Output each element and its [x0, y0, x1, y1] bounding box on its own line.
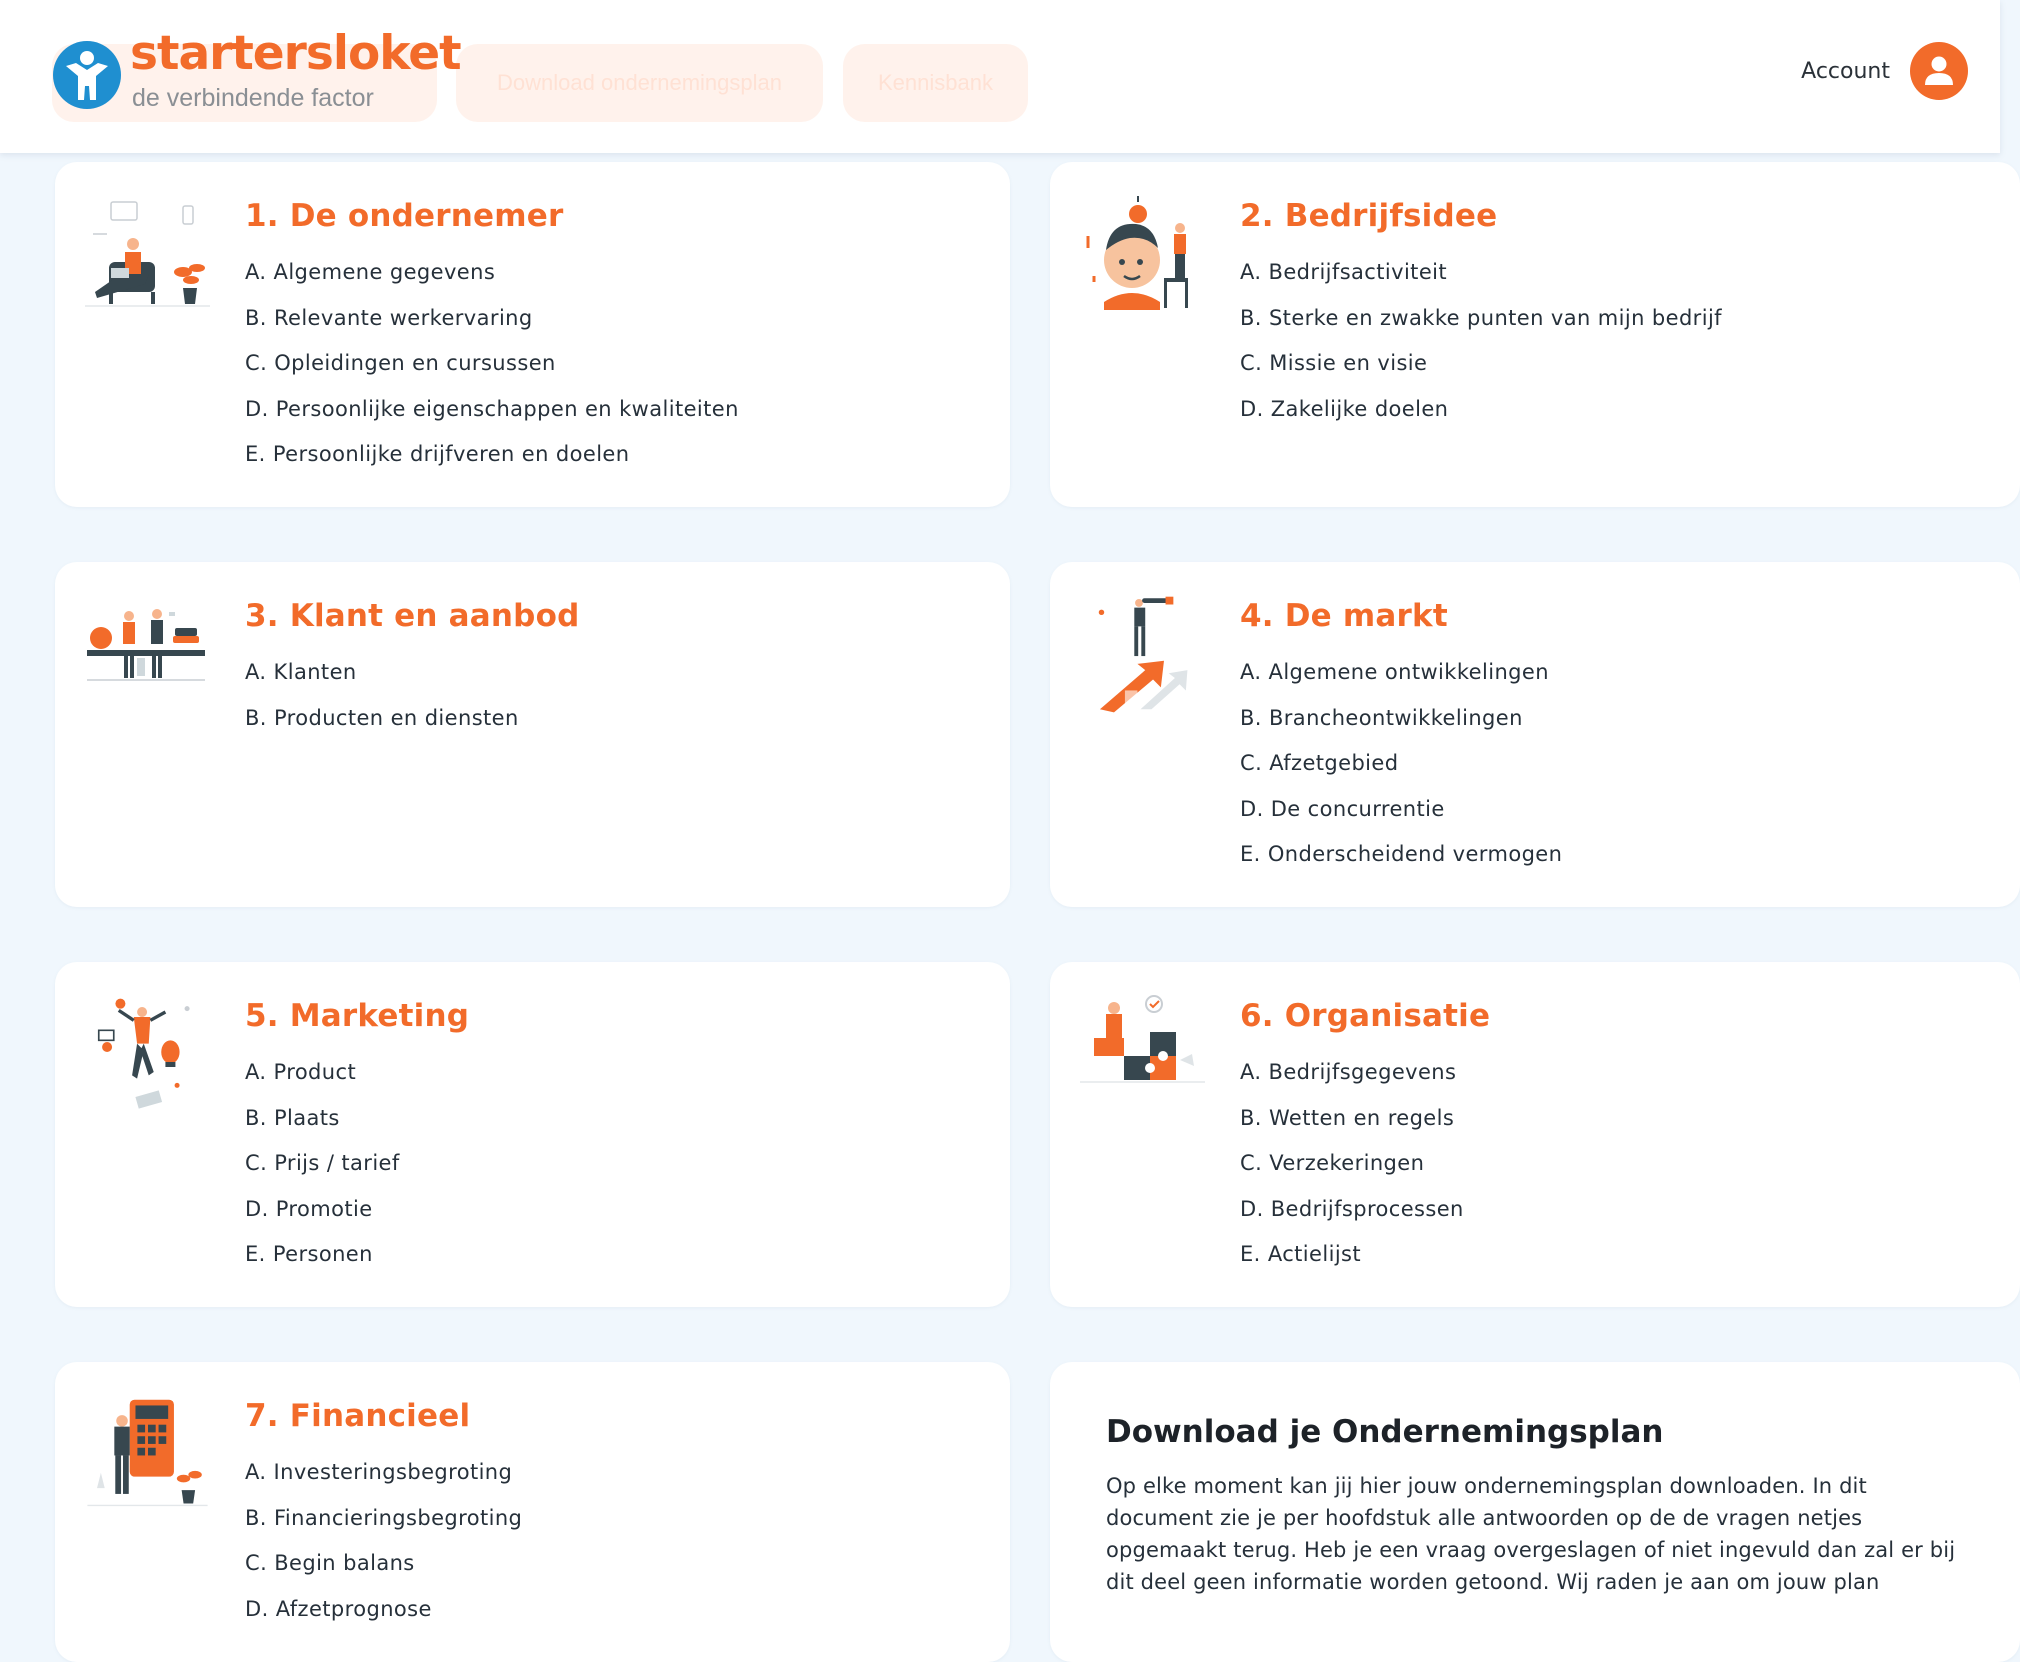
chapter-item[interactable]: A. Bedrijfsgegevens: [1240, 1060, 1457, 1084]
chapter-item[interactable]: B. Wetten en regels: [1240, 1105, 1455, 1130]
chapter-item[interactable]: B. Plaats: [245, 1105, 340, 1130]
download-description: Op elke moment kan jij hier jouw ondernemingsplan downloaden. In dit document zie je per hoofdstuk alle antwoorden op de de vragen netjes opgemaakt terug. Heb je een vraag overgeslagen of niet ingevuld dan zal er bij dit deel geen informatie worden getoond. Wij raden je aan om jouw plan: [1106, 1474, 1956, 1594]
user-avatar-icon[interactable]: [1910, 42, 1968, 100]
idea-head-illustration: [1080, 192, 1205, 317]
chapter-item[interactable]: C. Prijs / tarief: [245, 1151, 400, 1175]
chapter-item[interactable]: B. Sterke en zwakke punten van mijn bedrijf: [1240, 305, 1722, 330]
download-plan-card: [1050, 1362, 2020, 1662]
chapter-item[interactable]: E. Persoonlijke drijfveren en doelen: [245, 442, 630, 466]
chapter-item[interactable]: B. Brancheontwikkelingen: [1240, 705, 1523, 730]
telescope-growth-illustration: [1080, 592, 1205, 717]
chapter-item[interactable]: C. Missie en visie: [1240, 351, 1428, 375]
calculator-illustration: [85, 1392, 210, 1517]
chapter-item[interactable]: A. Klanten: [245, 660, 357, 684]
chapter-item[interactable]: E. Personen: [245, 1242, 373, 1266]
chapter-item[interactable]: C. Afzetgebied: [1240, 751, 1399, 775]
chapter-item[interactable]: C. Begin balans: [245, 1551, 415, 1575]
chapter-card-de-markt[interactable]: [1050, 562, 2020, 907]
chapter-title[interactable]: 5. Marketing: [245, 998, 470, 1034]
chapter-item[interactable]: D. Persoonlijke eigenschappen en kwaliteiten: [245, 396, 739, 421]
chapter-card-financieel[interactable]: [55, 1362, 1010, 1662]
chapter-items: [245, 1450, 522, 1632]
puzzle-organisation-illustration: [1080, 992, 1205, 1117]
chapter-title[interactable]: 7. Financieel: [245, 1398, 471, 1434]
download-title: Download je Ondernemingsplan: [1106, 1414, 1664, 1450]
brand-name: startersloket: [130, 26, 461, 81]
chapter-item[interactable]: D. Afzetprognose: [245, 1596, 432, 1621]
chapter-items: [245, 250, 739, 478]
chapter-title[interactable]: 4. De markt: [1240, 598, 1448, 634]
chapter-item[interactable]: D. Bedrijfsprocessen: [1240, 1196, 1464, 1221]
chapter-card-marketing[interactable]: [55, 962, 1010, 1307]
chapter-card-bedrijfsidee[interactable]: [1050, 162, 2020, 507]
chapter-item[interactable]: A. Product: [245, 1060, 357, 1084]
chapter-item[interactable]: B. Relevante werkervaring: [245, 305, 533, 330]
chapter-item[interactable]: A. Bedrijfsactiviteit: [1240, 260, 1448, 284]
chapter-items: [1240, 1050, 1464, 1278]
chapter-item[interactable]: B. Producten en diensten: [245, 705, 519, 730]
brand-logo[interactable]: [52, 26, 461, 118]
chapter-title[interactable]: 2. Bedrijfsidee: [1240, 198, 1498, 234]
chapter-item[interactable]: D. Promotie: [245, 1196, 373, 1221]
chapter-item[interactable]: E. Onderscheidend vermogen: [1240, 842, 1563, 866]
chapter-item[interactable]: C. Opleidingen en cursussen: [245, 351, 556, 375]
ghost-tab-download[interactable]: Download ondernemingsplan: [456, 44, 823, 122]
chapter-item[interactable]: B. Financieringsbegroting: [245, 1505, 523, 1530]
top-header: [0, 0, 2000, 153]
chapter-item[interactable]: A. Investeringsbegroting: [245, 1460, 513, 1484]
chapter-title[interactable]: 3. Klant en aanbod: [245, 598, 580, 634]
user-icon: [1919, 51, 1959, 91]
chapter-item[interactable]: D. Zakelijke doelen: [1240, 396, 1449, 421]
account-label: Account: [1801, 58, 1890, 84]
chapter-item[interactable]: A. Algemene gegevens: [245, 260, 496, 284]
brand-tagline: de verbindende factor: [132, 84, 374, 112]
chapter-items: [1240, 250, 1722, 432]
person-at-desk-illustration: [85, 192, 210, 317]
chapter-items: [245, 1050, 400, 1278]
person-logo-icon: [52, 40, 122, 110]
chapter-card-ondernemer[interactable]: [55, 162, 1010, 507]
chapter-item[interactable]: D. De concurrentie: [1240, 796, 1445, 821]
marketing-juggle-illustration: [85, 992, 210, 1117]
ghost-tab-kennisbank[interactable]: Kennisbank: [843, 44, 1028, 122]
chapter-card-klant-en-aanbod[interactable]: [55, 562, 1010, 907]
chapter-card-organisatie[interactable]: [1050, 962, 2020, 1307]
chapter-item[interactable]: E. Actielijst: [1240, 1242, 1362, 1266]
chapter-item[interactable]: A. Algemene ontwikkelingen: [1240, 660, 1549, 684]
shop-counter-illustration: [85, 592, 210, 717]
chapter-items: [245, 650, 519, 741]
chapter-items: [1240, 650, 1562, 878]
chapter-title[interactable]: 1. De ondernemer: [245, 198, 564, 234]
chapter-item[interactable]: C. Verzekeringen: [1240, 1151, 1425, 1175]
account-menu[interactable]: [1801, 42, 1968, 100]
chapter-title[interactable]: 6. Organisatie: [1240, 998, 1491, 1034]
